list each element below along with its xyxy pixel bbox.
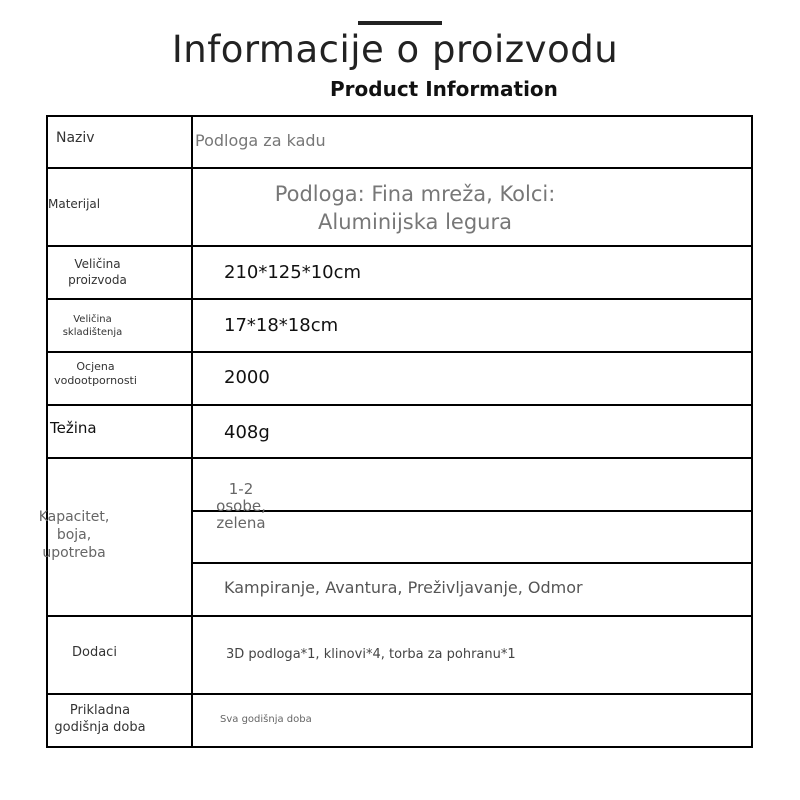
row-label-name: Naziv — [56, 130, 95, 146]
row-divider — [46, 167, 753, 169]
row-divider — [46, 693, 753, 695]
row-divider — [191, 562, 753, 564]
row-label-suitable-seasons: Prikladna godišnja doba — [54, 703, 146, 735]
row-divider — [46, 404, 753, 406]
row-divider — [46, 457, 753, 459]
row-label-capacity-color-use: Kapacitet, boja, upotreba — [38, 509, 110, 561]
row-label-waterproof-rating: Ocjena vodootpornosti — [54, 360, 137, 388]
row-value-name: Podloga za kadu — [195, 131, 326, 150]
row-label-material: Materijal — [48, 197, 101, 211]
row-label-weight: Težina — [50, 419, 97, 437]
row-divider — [46, 298, 753, 300]
row-divider — [46, 615, 753, 617]
row-value-material: Podloga: Fina mreža, Kolci: Aluminijska legura — [274, 182, 556, 234]
row-label-storage-size: Veličina skladištenja — [62, 314, 123, 338]
row-value-accessories: 3D podloga*1, klinovi*4, torba za pohranu*1 — [226, 647, 516, 662]
page-title: Informacije o proizvodu — [171, 28, 619, 71]
row-value-product-size: 210*125*10cm — [224, 262, 362, 283]
row-divider — [46, 351, 753, 353]
page-subtitle: Product Information — [330, 77, 558, 101]
row-value-capacity-color: 1-2 osobe, zelena — [216, 480, 266, 532]
column-divider — [191, 115, 193, 748]
decorative-bar — [358, 21, 442, 25]
row-value-usage: Kampiranje, Avantura, Preživljavanje, Odmor — [224, 578, 583, 597]
row-divider — [46, 245, 753, 247]
row-label-product-size: Veličina proizvoda — [68, 257, 127, 287]
row-divider — [191, 510, 753, 512]
row-value-suitable-seasons: Sva godišnja doba — [220, 714, 312, 725]
row-value-weight: 408g — [224, 422, 270, 443]
row-value-storage-size: 17*18*18cm — [224, 315, 339, 336]
row-label-accessories: Dodaci — [72, 645, 117, 660]
row-value-waterproof-rating: 2000 — [224, 367, 270, 388]
